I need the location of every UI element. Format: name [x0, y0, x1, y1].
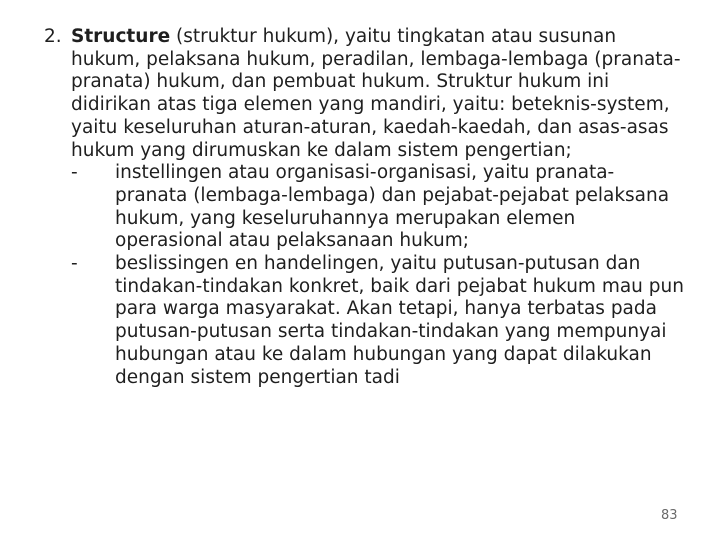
item-term: Structure — [71, 26, 171, 47]
item-intro-text: (struktur hukum), yaitu tingkatan atau susunan hukum, pelaksana hukum, peradilan, lembaga-lembaga (pranata-pranata) hukum, dan pembuat hukum. Struktur hukum ini didirikan atas tiga elemen yang mandiri, yaitu: beteknis-system, yaitu keseluruhan aturan-aturan, kaedah-kaedah, dan asas-asas hukum yang dirumuskan ke dalam sistem pengertian; — [71, 26, 681, 161]
sub-item-text: instellingen atau organisasi-organisasi, yaitu pranata-pranata (lembaga-lembaga) dan pejabat-pejabat pelaksana hukum, yang keseluruhannya merupakan elemen operasional atau pelaksanaan hukum; — [115, 162, 670, 252]
sub-item-beslissingen — [71, 253, 684, 389]
sub-item-text: beslissingen en handelingen, yaitu putusan-putusan dan tindakan-tindakan konkret, baik dari pejabat hukum mau pun para warga masyarakat. Akan tetapi, hanya terbatas pada putusan-putusan serta tindakan-tindakan yang mempunyai hubungan atau ke dalam hubungan yang dapat dilakukan dengan sistem pengertian tadi — [115, 253, 684, 388]
item-number: 2. — [44, 26, 62, 47]
item-body — [71, 26, 684, 389]
numbered-item — [44, 26, 684, 389]
sub-item-marker: - — [71, 253, 78, 275]
page-number: 83 — [661, 508, 678, 523]
sub-item-instellingen — [71, 162, 684, 253]
sub-item-marker: - — [71, 162, 78, 184]
